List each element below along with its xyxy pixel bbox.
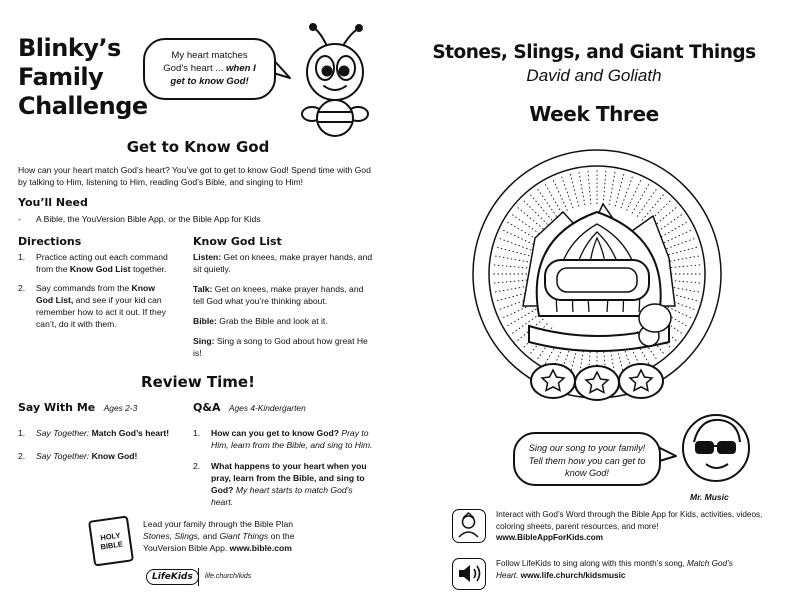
plan-title: and (200, 531, 220, 541)
sunburst-ray (510, 213, 539, 234)
sunburst-ray (666, 256, 701, 262)
list-item (18, 450, 178, 462)
sunburst-ray (495, 247, 530, 256)
plan-line (143, 530, 383, 542)
qa-ages: Ages 4-Kindergarten (228, 403, 306, 413)
icon-text: HOLY (99, 530, 121, 543)
song-title: Match God’s Heart (496, 559, 733, 580)
item-question: How can you get to know God? (211, 428, 339, 438)
sunburst-ray (493, 256, 528, 262)
sunburst-ray (544, 182, 562, 213)
sunburst-ray (632, 182, 650, 213)
sunburst-ray (621, 174, 633, 208)
sunburst-ray (570, 172, 579, 207)
music-description: . (516, 570, 521, 580)
sunburst-ray (637, 187, 658, 216)
item-number: 1. (18, 252, 26, 262)
sunburst-ray (529, 193, 552, 221)
item-question: What happens to your heart when you pray, learn from the Bible, and sing to God? (211, 461, 367, 495)
item-number: 2. (18, 451, 26, 461)
plan-text: on the (268, 531, 295, 541)
sunburst-ray (603, 168, 606, 204)
speaker-icon (452, 558, 486, 590)
item-term: Sing: (193, 336, 215, 346)
list-item (193, 427, 375, 451)
title-line: Family (18, 63, 104, 91)
footer-url[interactable]: life.church/kids (205, 573, 252, 580)
sunburst-ray (501, 229, 534, 244)
item-term: Bible: (193, 316, 217, 326)
say-with-me-heading (18, 398, 137, 416)
sunburst-ray (493, 286, 528, 292)
section-title-review-time: Review Time! (141, 373, 255, 391)
app-description: Interact with God’s Word through the Bible App for Kids, activities, videos, coloring sheets, parent resources, and more! (496, 510, 763, 531)
sunburst-ray (658, 221, 689, 239)
lesson-title: Stones, Slings, and Giant Things (432, 42, 756, 63)
lifekids-logo: LifeKids (146, 569, 199, 585)
plan-text: YouVersion Bible App. (143, 543, 230, 553)
item-bold: Match God’s heart! (89, 428, 170, 438)
item-text: Grab the Bible and look at it. (216, 316, 328, 326)
blinky-bee-illustration (296, 22, 376, 140)
footer-divider (198, 568, 199, 586)
sunburst-ray (505, 309, 536, 327)
music-description: Follow LifeKids to sing along with this month’s song, (496, 559, 687, 568)
item-term: Talk: (193, 284, 213, 294)
sunburst-ray (615, 172, 624, 207)
bullet: - (18, 214, 21, 224)
bible-app-icon (452, 509, 486, 543)
plan-line (143, 542, 383, 554)
item-text: Get on knees, make prayer hands, and sit quietly. (193, 252, 373, 274)
item-text: Say commands from the (36, 283, 132, 293)
item-number: 1. (193, 428, 201, 438)
sunburst-ray (552, 178, 567, 211)
icon-text: BIBLE (99, 539, 124, 552)
say-with-me-title: Say With Me (18, 401, 96, 414)
bible-app-text (496, 509, 778, 544)
bubble-line: get to know God! (170, 76, 249, 87)
mr-music-portrait (680, 412, 752, 494)
blinky-title (18, 34, 158, 121)
item-answer: Pray to Him, learn from the Bible, and sing to Him. (211, 428, 373, 450)
title-line: Challenge (18, 92, 148, 120)
list-item (193, 283, 373, 307)
bubble-line: My heart matches (171, 50, 248, 61)
mr-music-speech-bubble: Sing our song to your family! Tell them how you can get to know God! (513, 432, 661, 486)
list-item (193, 335, 373, 359)
sunburst-ray (667, 265, 703, 268)
directions-list (18, 251, 168, 337)
bible-app-for-kids-link[interactable]: www.BibleAppForKids.com (496, 533, 604, 542)
item-bold: Know God List (69, 264, 131, 274)
sunburst-ray (561, 174, 573, 208)
sunburst-ray (516, 206, 544, 229)
item-lead: Say Together: (36, 451, 90, 461)
sunburst-ray (522, 199, 547, 224)
item-text: together. (130, 264, 167, 274)
holy-bible-icon (88, 515, 134, 566)
list-item (18, 427, 178, 439)
item-term: Listen: (193, 252, 222, 262)
item-text: Practice acting out each command from the (36, 252, 168, 274)
item-number: 2. (193, 461, 201, 471)
item-text: Sing a song to God about how great He is! (193, 336, 368, 358)
title-line: Blinky’s (18, 34, 121, 62)
bubble-line (145, 62, 274, 75)
youll-need-text: A Bible, the YouVersion Bible App, or the Bible App for Kids (36, 214, 261, 224)
item-bold: Know God! (89, 451, 138, 461)
lesson-subtitle: David and Goliath (526, 66, 662, 85)
sunburst-ray (579, 170, 585, 205)
sunburst-ray (505, 221, 536, 239)
section-title-get-to-know-god: Get to Know God (126, 138, 270, 156)
kids-music-link[interactable]: www.life.church/kidsmusic (520, 570, 626, 580)
music-text (496, 558, 746, 581)
intro-paragraph: How can your heart match God’s heart? You’ve got to get to know God! Spend time with God by talking to Him, listening to Him, reading God’s Bible, and singing to Him! (18, 165, 371, 187)
blinky-speech-bubble (143, 38, 276, 100)
list-item (193, 315, 373, 327)
say-with-me-ages: Ages 2-3 (103, 403, 138, 413)
sunburst-ray (609, 170, 615, 205)
sunburst-ray (497, 238, 531, 250)
bubble-text: God’s heart ... (163, 63, 226, 74)
item-number: 1. (18, 428, 26, 438)
item-lead: Say Together: (36, 428, 90, 438)
plan-title: Stones, Slings, (143, 531, 201, 541)
say-with-me-list (18, 427, 178, 469)
week-label: Week Three (529, 102, 659, 126)
item-number: 2. (18, 283, 26, 293)
item-answer: My heart starts to match God’s heart. (211, 485, 353, 507)
sunburst-ray (536, 187, 557, 216)
list-item (18, 282, 168, 330)
directions-heading: Directions (18, 235, 82, 248)
mr-music-label: Mr. Music (690, 492, 729, 502)
qa-heading (193, 398, 306, 416)
sunburst-ray (665, 247, 700, 256)
sunburst-ray (663, 238, 697, 250)
plan-line: Lead your family through the Bible Plan (143, 519, 294, 529)
sunburst-ray (491, 265, 527, 268)
item-bold: Know God List, (36, 283, 155, 305)
qa-title: Q&A (193, 401, 221, 414)
bubble-emphasis: when I (225, 63, 256, 74)
list-item (18, 251, 168, 275)
sunburst-ray (627, 178, 642, 211)
bible-com-link[interactable]: www.bible.com (229, 543, 292, 553)
sunburst-ray (491, 280, 527, 283)
list-item (193, 251, 373, 275)
know-god-list (193, 251, 373, 359)
sunburst-ray (660, 229, 693, 244)
list-item (193, 460, 375, 508)
item-text: Get on knees, make prayer hands, and tell God what you’re thinking about. (193, 284, 364, 306)
know-god-list-heading: Know God List (193, 235, 282, 248)
youll-need-heading: You’ll Need (18, 196, 88, 209)
bible-plan-text (143, 518, 383, 554)
qa-list (193, 427, 375, 515)
plan-title: Giant Things (219, 531, 269, 541)
sunburst-ray (588, 168, 591, 204)
youll-need-item (18, 213, 374, 225)
item-text: and see if your kid can remember how to act it out. If they can’t, do it with them. (36, 295, 166, 329)
helmet-sunburst-illustration (465, 146, 730, 408)
